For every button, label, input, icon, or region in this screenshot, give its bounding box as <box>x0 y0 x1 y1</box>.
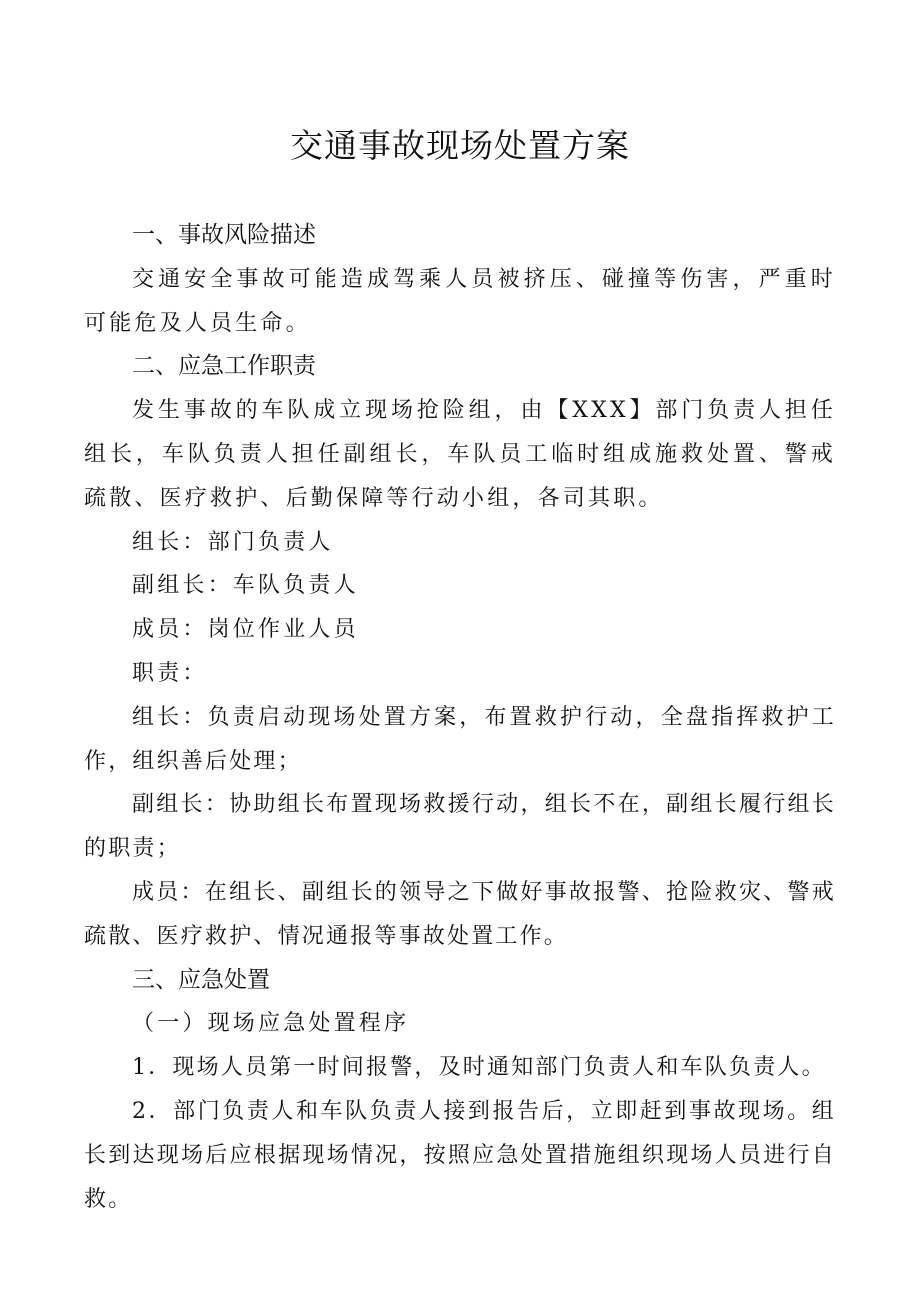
document-body <box>84 214 836 1221</box>
paragraph-leader: 组长：部门负责人 <box>132 529 334 555</box>
paragraph-deputy-duties: 副组长：协助组长布置现场救援行动，组长不在，副组长履行组长的职责； <box>84 792 836 862</box>
section-heading-risk: 一、事故风险描述 <box>132 222 316 248</box>
document-title: 交通事故现场处置方案 <box>290 126 630 165</box>
paragraph-step-1: 1．现场人员第一时间报警，及时通知部门负责人和车队负责人。 <box>132 1055 826 1081</box>
paragraph-members: 成员：岗位作业人员 <box>132 617 359 643</box>
paragraph-leader-duties: 组长：负责启动现场处置方案，布置救护行动，全盘指挥救护工作，组织善后处理； <box>84 704 836 774</box>
paragraph-risk-description: 交通安全事故可能造成驾乘人员被挤压、碰撞等伤害，严重时可能危及人员生命。 <box>84 266 836 336</box>
paragraph-duties-label: 职责： <box>132 660 208 686</box>
paragraph-step-2: 2．部门负责人和车队负责人接到报告后，立即赶到事故现场。组长到达现场后应根据现场情况，按照应急处置措施组织现场人员进行自救。 <box>84 1098 836 1212</box>
paragraph-team-setup: 发生事故的车队成立现场抢险组，由【XXX】部门负责人担任组长，车队负责人担任副组长，车队员工临时组成施救处置、警戒疏散、医疗救护、后勤保障等行动小组，各司其职。 <box>84 398 836 511</box>
section-heading-duties: 二、应急工作职责 <box>132 353 316 380</box>
paragraph-member-duties: 成员：在组长、副组长的领导之下做好事故报警、抢险救灾、警戒疏散、医疗救护、情况通报等事故处置工作。 <box>84 879 836 949</box>
paragraph-deputy-leader: 副组长：车队负责人 <box>132 573 359 599</box>
section-heading-response: 三、应急处置 <box>132 966 270 993</box>
paragraph-procedure-title: （一）现场应急处置程序 <box>132 1011 410 1037</box>
